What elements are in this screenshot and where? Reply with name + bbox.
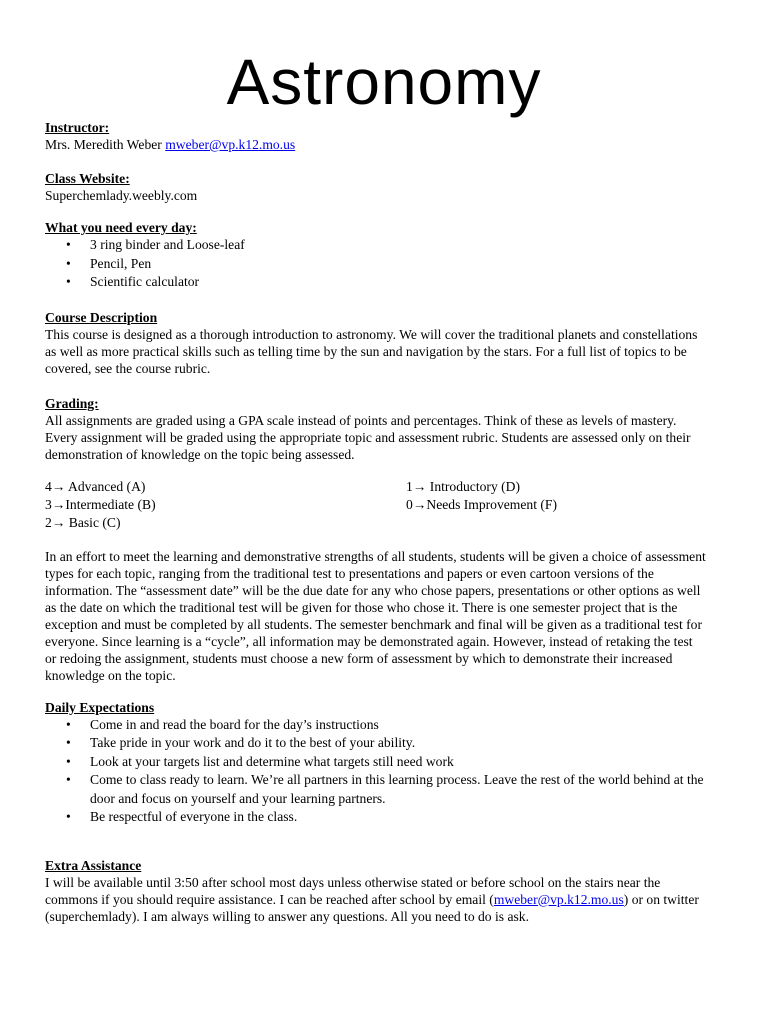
bullet-icon: • (66, 772, 71, 787)
list-item: • Come to class ready to learn. We’re all partners in this learning process. Leave the rest of the world behind at the door and focus on yourself and your learning partners. (66, 772, 704, 806)
website-url: Superchemlady.weebly.com (45, 188, 198, 203)
grading-description: All assignments are graded using a GPA scale instead of points and percentages. Think of these as levels of mastery. Every assignment will be graded using the appropriate topic and assessment rubric. Students are assessed only on their demonstration of knowledge on the topic being assessed. (45, 412, 691, 462)
expectations-heading: Daily Expectations (45, 699, 155, 715)
bullet-icon: • (66, 809, 71, 824)
assessment-paragraph: In an effort to meet the learning and demonstrative strengths of all students, students will be given a choice of assessment types for each topic, ranging from the traditional test to presentations and papers or even cartoon versions of the information. The “assessment date” will be the due date for any who chose papers, presentations or other options as well as the date on which the traditional test will be given for those who chose it. There is one semester project that is the exception and must be completed by all students. The semester benchmark and final will be given as a traditional test for everyone. Since learning is a “cycle”, all information may be demonstrated again. However, instead of retaking the test or redoing the assignment, students must choose a new form of assessment by which to demonstrate their increased knowledge on the topic. (45, 548, 706, 683)
grading-heading: Grading: (45, 395, 99, 411)
grade-level: 2→ Basic (C) (45, 514, 121, 530)
grade-level: 3→Intermediate (B) (45, 496, 156, 512)
instructor-email-link[interactable]: mweber@vp.k12.mo.us (165, 137, 296, 152)
website-heading: Class Website: (45, 171, 130, 186)
bullet-icon: • (66, 716, 71, 732)
list-item: • Come in and read the board for the day’s instructions (45, 716, 729, 735)
needs-heading-emphasis: every day (136, 220, 193, 235)
course-description: This course is designed as a thorough introduction to astronomy. We will cover the traditional planets and constellations as well as more practical skills such as telling time by the sun and navigation by the stars. For a full list of topics to be covered, see the course rubric. (45, 326, 698, 376)
needs-list (45, 236, 729, 292)
expectations-list (45, 716, 729, 827)
bullet-icon: • (66, 237, 71, 252)
assistance-email-link[interactable]: mweber@vp.k12.mo.us (493, 891, 624, 907)
instructor-heading: Instructor: (45, 120, 110, 135)
instructor-line (45, 136, 729, 153)
list-item: • 3 ring binder and Loose-leaf (45, 236, 729, 255)
grade-scale-right (406, 478, 557, 514)
assistance-paragraph: I will be available until 3:50 after school most days unless otherwise stated or before school on the stairs near the commons if you should require assistance. I can be reached after school by email (mweber@vp.k12.mo.us) or on twitter (superchemlady). I am always willing to answer any questions. All you need to do is ask. (45, 874, 699, 924)
bullet-icon: • (66, 735, 71, 750)
list-item: • Pencil, Pen (45, 255, 729, 274)
instructor-name: Mrs. Meredith Weber (45, 137, 162, 152)
list-item: • Take pride in your work and do it to the best of your ability. (45, 734, 729, 753)
grade-level: 1→ Introductory (D) (406, 478, 521, 494)
list-item: • Scientific calculator (45, 273, 729, 292)
bullet-icon: • (66, 274, 71, 289)
grade-scale-left (45, 478, 156, 532)
assistance-heading: Extra Assistance (45, 857, 142, 873)
list-item: • Look at your targets list and determine what targets still need work (45, 753, 729, 772)
grade-level: 4→ Advanced (A) (45, 478, 146, 494)
bullet-icon: • (66, 255, 71, 271)
bullet-icon: • (66, 753, 71, 769)
course-heading: Course Description (45, 309, 158, 325)
document-body (45, 119, 729, 925)
page-title: Astronomy (226, 46, 542, 118)
needs-heading: What you need every day: (45, 220, 197, 235)
list-item: • Be respectful of everyone in the class. (45, 808, 729, 827)
grade-scale (45, 478, 729, 532)
grade-level: 0→Needs Improvement (F) (406, 496, 558, 512)
